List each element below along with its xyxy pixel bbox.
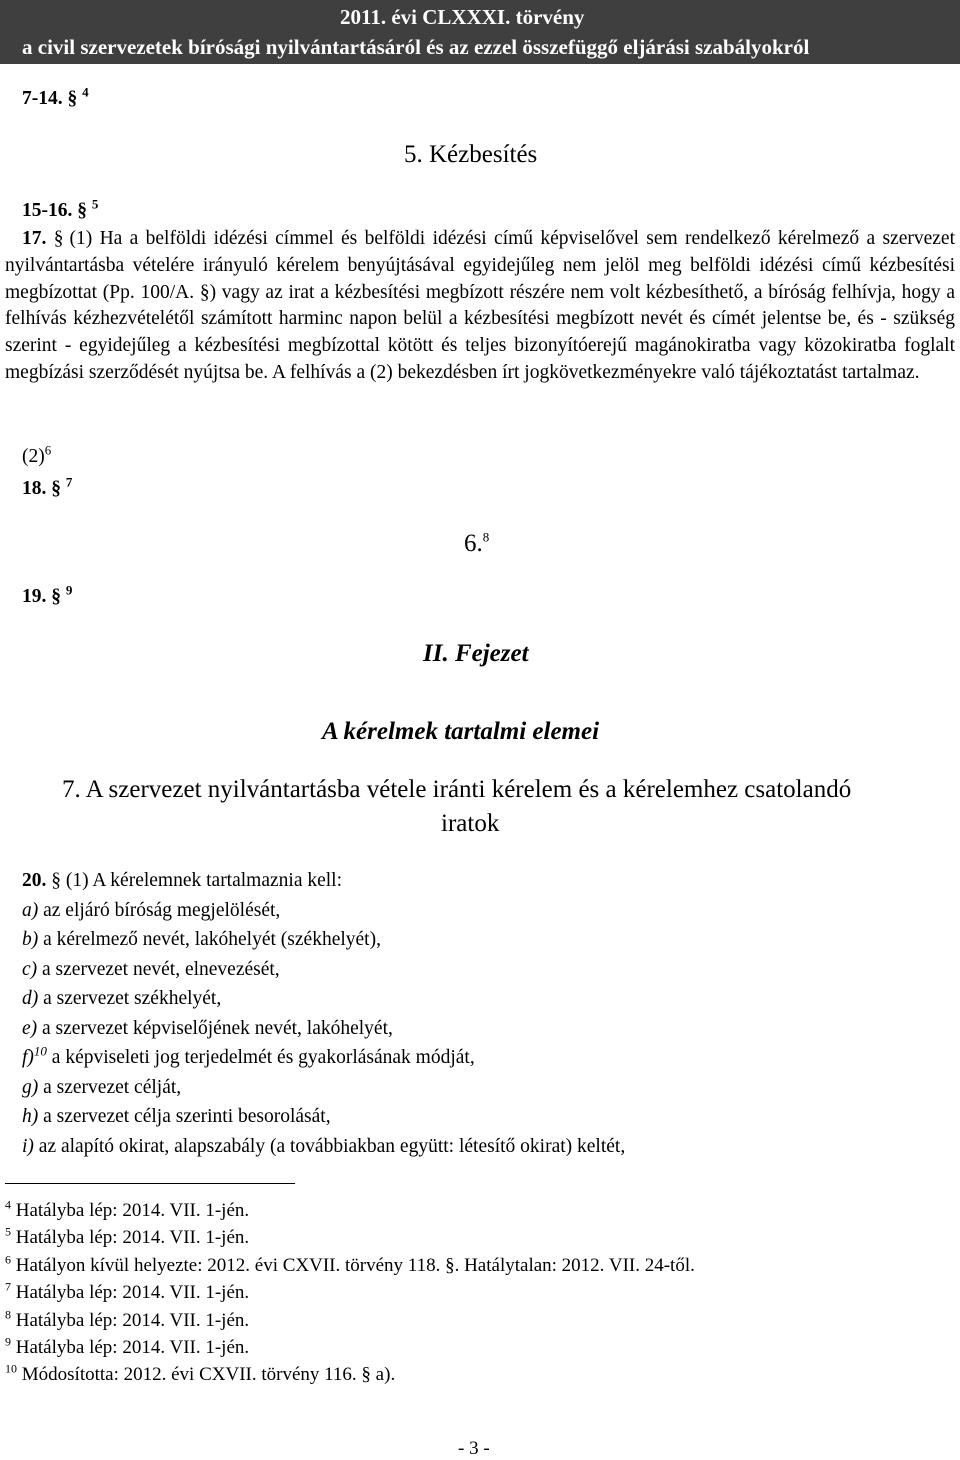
footnote-number: 6 xyxy=(5,1252,11,1267)
footnote xyxy=(5,1307,695,1334)
footnote-text: Hatályba lép: 2014. VII. 1-jén. xyxy=(15,1227,250,1249)
part-title: II. Fejezet xyxy=(423,640,529,667)
section-19 xyxy=(22,582,73,608)
footnote xyxy=(5,1334,695,1361)
item-text: a képviseleti jog terjedelmét és gyakorlásának módját, xyxy=(51,1047,475,1068)
item-label: i) xyxy=(22,1135,34,1157)
chapter-7-title-line1: 7. A szervezet nyilvántartásba vétele iránti kérelem és a kérelemhez csatolandó xyxy=(62,776,852,803)
footnote-ref: 8 xyxy=(482,529,490,545)
list-item xyxy=(22,1073,625,1103)
item-text: a szervezet képviselőjének nevét, lakóhelyét, xyxy=(42,1017,393,1039)
list-item xyxy=(22,955,625,985)
section-15-16 xyxy=(22,196,99,222)
section-symbol: § xyxy=(53,228,64,249)
footnote xyxy=(5,1252,695,1279)
item-label: b) xyxy=(22,929,39,950)
page-header xyxy=(0,0,960,64)
item-label: a) xyxy=(22,899,39,921)
footnote xyxy=(5,1197,695,1224)
section-20-intro-text: (1) A kérelemnek tartalmaznia kell: xyxy=(65,870,343,891)
list-item xyxy=(22,1132,625,1162)
footnote xyxy=(5,1279,695,1306)
footnote-ref: 7 xyxy=(65,474,73,490)
item-text: az eljáró bíróság megjelölését, xyxy=(43,899,281,921)
footnote-ref: 6 xyxy=(44,442,52,458)
footnote-ref: 10 xyxy=(33,1043,47,1059)
footnote-ref: 9 xyxy=(65,582,73,598)
chapter-5-title: 5. Kézbesítés xyxy=(404,141,538,168)
footnote-text: Hatályba lép: 2014. VII. 1-jén. xyxy=(15,1200,250,1221)
section-number: 15-16. xyxy=(22,200,73,221)
footnote xyxy=(5,1224,695,1251)
footnote-text: Hatályba lép: 2014. VII. 1-jén. xyxy=(15,1282,250,1304)
footnotes xyxy=(5,1197,695,1389)
chapter-6-title xyxy=(464,530,489,558)
item-label: h) xyxy=(22,1106,39,1127)
footnote-number: 9 xyxy=(5,1334,11,1349)
section-number: 7-14. xyxy=(22,88,63,109)
list-item xyxy=(22,1043,625,1073)
part-subtitle: A kérelmek tartalmi elemei xyxy=(322,718,600,745)
list-item xyxy=(22,984,625,1014)
section-17-paragraph-2 xyxy=(22,442,52,468)
section-symbol: § xyxy=(51,586,61,607)
law-subtitle: a civil szervezetek bírósági nyilvántartásáról és az ezzel összefüggő eljárási szabályokról xyxy=(22,35,810,59)
section-number: 17. xyxy=(22,228,47,249)
section-symbol: § xyxy=(77,200,87,221)
list-item xyxy=(22,896,625,926)
footnote-text: Hatályon kívül helyezte: 2012. évi CXVII. törvény 118. §. Hatálytalan: 2012. VII. 24-től. xyxy=(15,1254,695,1276)
list-item xyxy=(22,1014,625,1044)
page-number: - 3 - xyxy=(458,1438,490,1459)
list-item xyxy=(22,925,625,955)
item-text: a szervezet célját, xyxy=(43,1076,182,1098)
footnote-ref: 4 xyxy=(82,84,89,100)
section-symbol: § xyxy=(67,88,78,109)
footnote-text: Hatályba lép: 2014. VII. 1-jén. xyxy=(15,1309,250,1331)
section-20-intro xyxy=(22,866,625,896)
item-text: a szervezet székhelyét, xyxy=(43,988,222,1009)
section-number: 19. xyxy=(22,586,47,607)
section-symbol: § xyxy=(51,478,61,499)
section-number: 18. xyxy=(22,478,47,499)
paragraph-number: (2) xyxy=(22,446,45,467)
footnote-ref: 5 xyxy=(91,196,99,212)
chapter-number: 6. xyxy=(464,530,483,557)
item-label: c) xyxy=(22,958,38,980)
law-title: 2011. évi CLXXXI. törvény xyxy=(340,5,585,29)
section-7-14 xyxy=(22,84,89,110)
item-text: az alapító okirat, alapszabály (a továbbiakban együtt: létesítő okirat) keltét, xyxy=(38,1135,626,1157)
list-item xyxy=(22,1102,625,1132)
chapter-7-title-line2: iratok xyxy=(441,810,500,837)
section-number: 20. xyxy=(22,870,47,891)
section-18 xyxy=(22,474,73,500)
item-text: a kérelmező nevét, lakóhelyét (székhelyét), xyxy=(43,929,381,950)
footnote-number: 10 xyxy=(5,1362,17,1377)
item-label: e) xyxy=(22,1017,38,1039)
section-17-text: (1) Ha a belföldi idézési címmel és belföldi idézési című képviselővel sem rendelkező kérelmező a szervezet nyilvántartásba vételére irányuló kérelem benyújtásával egyidejűleg nem jelöl meg belföldi idézési című kézbesítési megbízottat (Pp. 100/A. §) vagy az irat a kézbesítési megbízott részére nem volt kézbesíthető, a bíróság felhívja, hogy a felhívás kézhezvételétől számított harminc napon belül a kézbesítési megbízott nevét és címét jelentse be, és - szükség szerint - egyidejűleg a kézbesítési megbízottal kötött és teljes bizonyítóerejű magánokiratba vagy közokiratba foglalt megbízási szerződését nyújtsa be. A felhívás a (2) bekezdésben írt jogkövetkezményekre való tájékoztatást tartalmaz. xyxy=(5,228,956,383)
footnote-text: Hatályba lép: 2014. VII. 1-jén. xyxy=(15,1337,250,1359)
footnote-number: 7 xyxy=(5,1279,11,1294)
item-label: g) xyxy=(22,1076,39,1098)
footnote-text: Módosította: 2012. évi CXVII. törvény 116. § a). xyxy=(21,1364,396,1386)
footnote-number: 8 xyxy=(5,1307,11,1322)
footnote-divider xyxy=(5,1183,295,1184)
section-17-paragraph xyxy=(5,226,955,387)
item-label: d) xyxy=(22,988,39,1009)
section-symbol: § xyxy=(51,870,61,891)
section-20 xyxy=(22,866,625,1161)
item-text: a szervezet nevét, elnevezését, xyxy=(42,958,280,980)
item-label: f) xyxy=(22,1047,34,1068)
footnote-number: 4 xyxy=(5,1197,11,1212)
item-text: a szervezet célja szerinti besorolását, xyxy=(43,1106,331,1127)
footnote-number: 5 xyxy=(5,1225,11,1240)
footnote xyxy=(5,1361,695,1388)
